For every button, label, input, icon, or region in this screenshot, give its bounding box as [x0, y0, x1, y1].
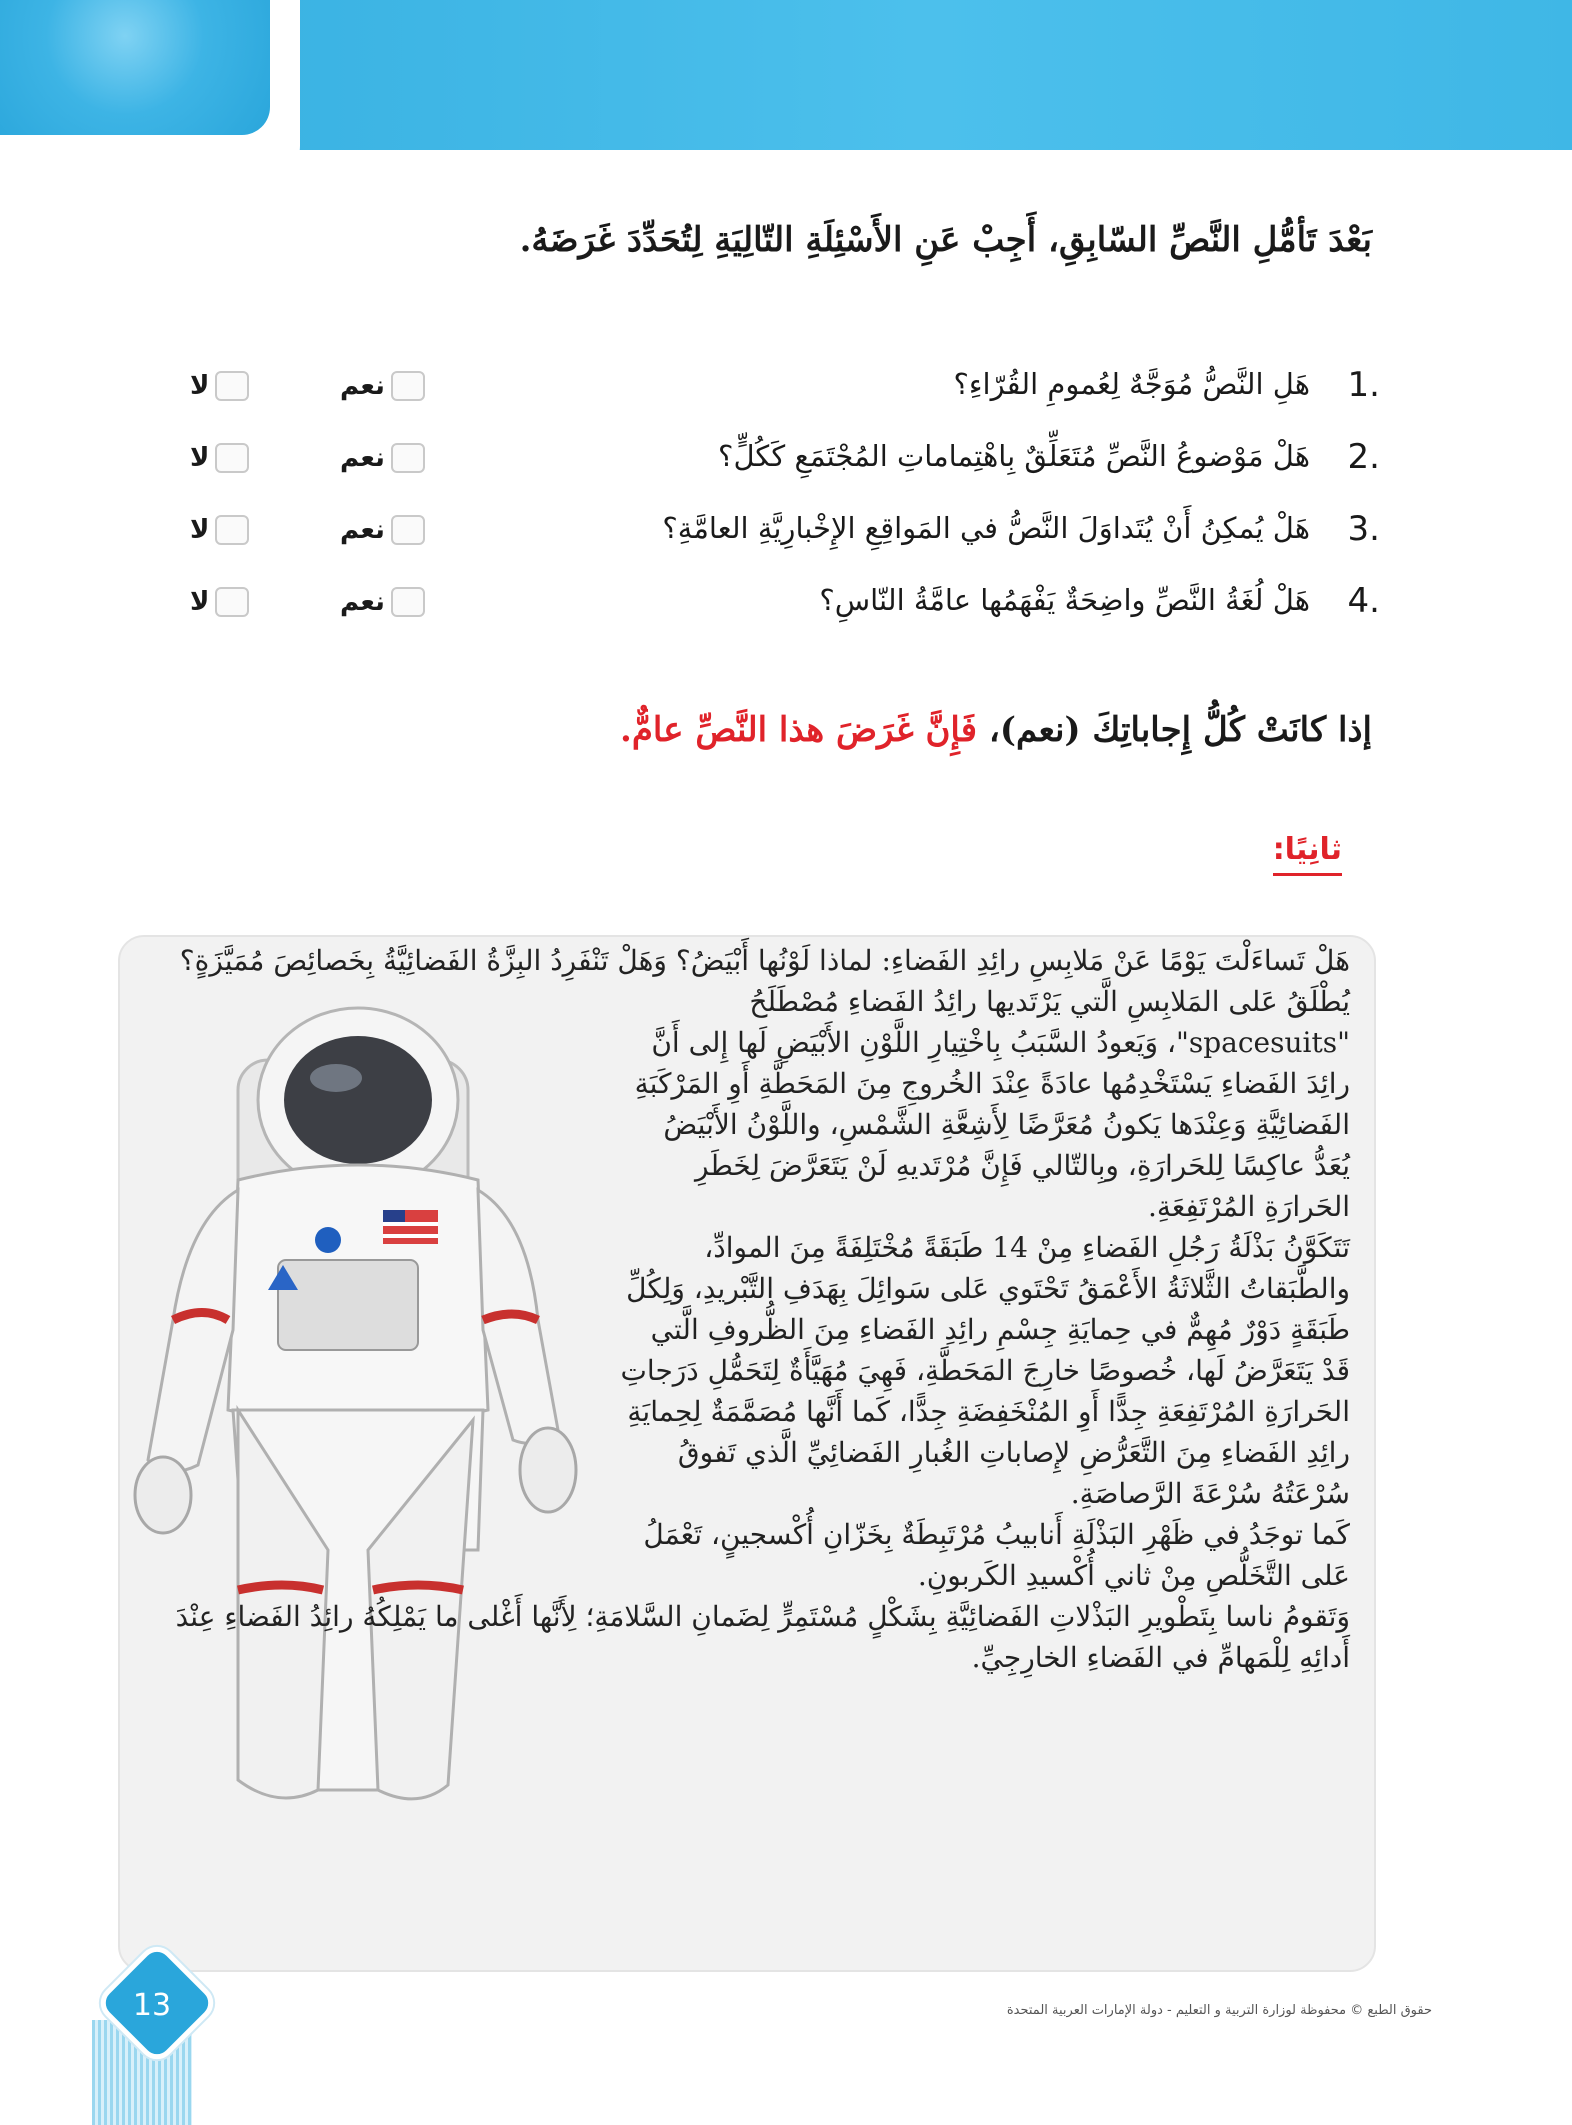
yes-label: نعم — [340, 371, 385, 401]
question-row — [190, 509, 1380, 581]
questions-list — [190, 365, 1380, 653]
yes-option[interactable] — [340, 515, 425, 545]
question-number: 2. — [1347, 437, 1380, 477]
no-checkbox[interactable] — [215, 371, 249, 401]
yes-checkbox[interactable] — [391, 443, 425, 473]
no-option[interactable] — [190, 515, 249, 545]
reading-paragraph: تَتَكَوَّنُ بَذْلَةُ رَجُلِ الفَضاءِ مِنْ 14 طَبَقَةً مُخْتَلِفَةً مِنَ الموادِّ، والطَّبَقاتُ الثَّلاثَةُ الأَعْمَقُ تَحْتَوي عَلى سَوائِلَ بِهَدَفِ التَّبْريدِ، وَلِكُلِّ طَبَقَةٍ دَوْرٌ مُهِمٌّ في حِمايَةِ جِسْمِ رائِدِ الفَضاءِ مِنَ الظُّروفِ الَّتي قَدْ يَتَعَرَّضُ لَها، خُصوصًا خارِجَ المَحَطَّةِ، فَهِيَ مُهَيَّأَةٌ لِتَحَمُّلِ دَرَجاتِ الحَرارَةِ المُرْتَفِعَةِ جِدًّا أَوِ المُنْخَفِضَةِ جِدًّا، كَما أَنَّها مُصَمَّمَةٌ لِحِمايَةِ رائِدِ الفَضاءِ مِنَ التَّعَرُّضِ لإِصاباتِ الغُبارِ الفَضائِيِّ الَّذي تَفوقُ سُرْعَتُهُ سُرْعَةَ الرَّصاصَةِ. — [620, 1231, 1350, 1510]
question-number: 3. — [1347, 509, 1380, 549]
reading-paragraph: كَما توجَدُ في ظَهْرِ البَذْلَةِ أَنابيبُ مُرْتَبِطَةٌ بِخَزّانِ أُكْسجينٍ، تَعْمَلُ عَلى التَّخَلُّصِ مِنْ ثاني أُكْسيدِ الكَربونِ. — [643, 1518, 1350, 1592]
yes-option[interactable] — [340, 443, 425, 473]
conclusion-result: فَإِنَّ غَرَضَ هذا النَّصِّ عامٌّ. — [619, 710, 978, 750]
no-checkbox[interactable] — [215, 443, 249, 473]
no-label: لا — [190, 515, 210, 545]
yes-option[interactable] — [340, 587, 425, 617]
no-label: لا — [190, 371, 210, 401]
question-row — [190, 437, 1380, 509]
no-option[interactable] — [190, 587, 249, 617]
yes-checkbox[interactable] — [391, 515, 425, 545]
no-checkbox[interactable] — [215, 515, 249, 545]
top-banner — [280, 0, 1572, 150]
yes-checkbox[interactable] — [391, 371, 425, 401]
no-label: لا — [190, 587, 210, 617]
reading-paragraph: وَتَقومُ ناسا بِتَطْويرِ البَذْلاتِ الفَضائِيَّةِ بِشَكْلٍ مُسْتَمِرٍّ لِضَمانِ السَّلامَةِ؛ لِأَنَّها أَغْلى ما يَمْلِكُهُ رائِدُ الفَضاءِ عِنْدَ أَدائِهِ لِلْمَهامِّ في الفَضاءِ الخارِجِيِّ. — [175, 1600, 1350, 1674]
question-number: 4. — [1347, 581, 1380, 621]
question-number: 1. — [1347, 365, 1380, 405]
question-text: هَلْ لُغَةُ النَّصِّ واضِحَةٌ يَفْهَمُها عامَّةُ النّاسِ؟ — [819, 583, 1310, 617]
conclusion — [272, 710, 1372, 750]
instructions: بَعْدَ تَأمُّلِ النَّصِّ السّابِقِ، أَجِبْ عَنِ الأَسْئِلَةِ التّالِيَةِ لِتُحَدِّدَ غَرَضَهُ. — [519, 220, 1372, 260]
yes-label: نعم — [340, 587, 385, 617]
yes-checkbox[interactable] — [391, 587, 425, 617]
section-heading: ثانِيًا: — [1273, 832, 1342, 876]
page-number: 13 — [132, 1988, 172, 2023]
corner-tile — [0, 0, 300, 180]
no-option[interactable] — [190, 371, 249, 401]
question-row — [190, 581, 1380, 653]
reading-paragraph: هَلْ تَساءَلْتَ يَوْمًا عَنْ مَلابِسِ رائِدِ الفَضاءِ: لماذا لَوْنُها أَبْيَضُ؟ وَهَلْ تَنْفَرِدُ البِزَّةُ الفَضائِيَّةُ بِخَصائِصَ مُمَيَّزَةٍ؟ — [179, 944, 1350, 977]
no-option[interactable] — [190, 443, 249, 473]
yes-option[interactable] — [340, 371, 425, 401]
reading-paragraph: يُطْلَقُ عَلى المَلابِسِ الَّتي يَرْتَديها رائِدُ الفَضاءِ مُصْطَلَحُ "spacesuits"، وَيَعودُ السَّبَبُ بِاخْتِيارِ اللَّوْنِ الأَبْيَضِ لَها إِلى أَنَّ رائِدَ الفَضاءِ يَسْتَخْدِمُها عادَةً عِنْدَ الخُروجِ مِنَ المَحَطَّةِ أَوِ المَرْكَبَةِ الفَضائِيَّةِ وَعِنْدَها يَكونُ مُعَرَّضًا لِأَشِعَّةِ الشَّمْسِ، واللَّوْنُ الأَبْيَضُ يُعَدُّ عاكِسًا لِلحَرارَةِ، وبِالتّالي فَإِنَّ مُرْتَديهِ لَنْ يَتَعَرَّضَ لِخَطَرِ الحَرارَةِ المُرْتَفِعَةِ. — [634, 985, 1350, 1223]
corner-tile-decoration — [0, 0, 270, 135]
conclusion-condition: إذا كانَتْ كُلُّ إِجاباتِكَ (نعم)، — [977, 710, 1372, 750]
question-text: هَلْ يُمكِنُ أَنْ يُتَداوَلَ النَّصُّ في المَواقِعِ الإِخْبارِيَّةِ العامَّةِ؟ — [662, 511, 1310, 545]
copyright-footer: حقوق الطبع © محفوظة لوزارة التربية و التعليم - دولة الإمارات العربية المتحدة — [1006, 2003, 1432, 2018]
yes-label: نعم — [340, 443, 385, 473]
yes-label: نعم — [340, 515, 385, 545]
question-text: هَلْ مَوْضوعُ النَّصِّ مُتَعَلِّقٌ بِاهْتِماماتِ المُجْتَمَعِ كَكُلٍّ؟ — [718, 439, 1310, 473]
page-number-badge — [92, 1948, 212, 2068]
question-row — [190, 365, 1380, 437]
question-text: هَلِ النَّصُّ مُوَجَّهٌ لِعُمومِ القُرّاءِ؟ — [953, 367, 1310, 401]
no-label: لا — [190, 443, 210, 473]
no-checkbox[interactable] — [215, 587, 249, 617]
reading-passage — [150, 940, 1350, 1678]
